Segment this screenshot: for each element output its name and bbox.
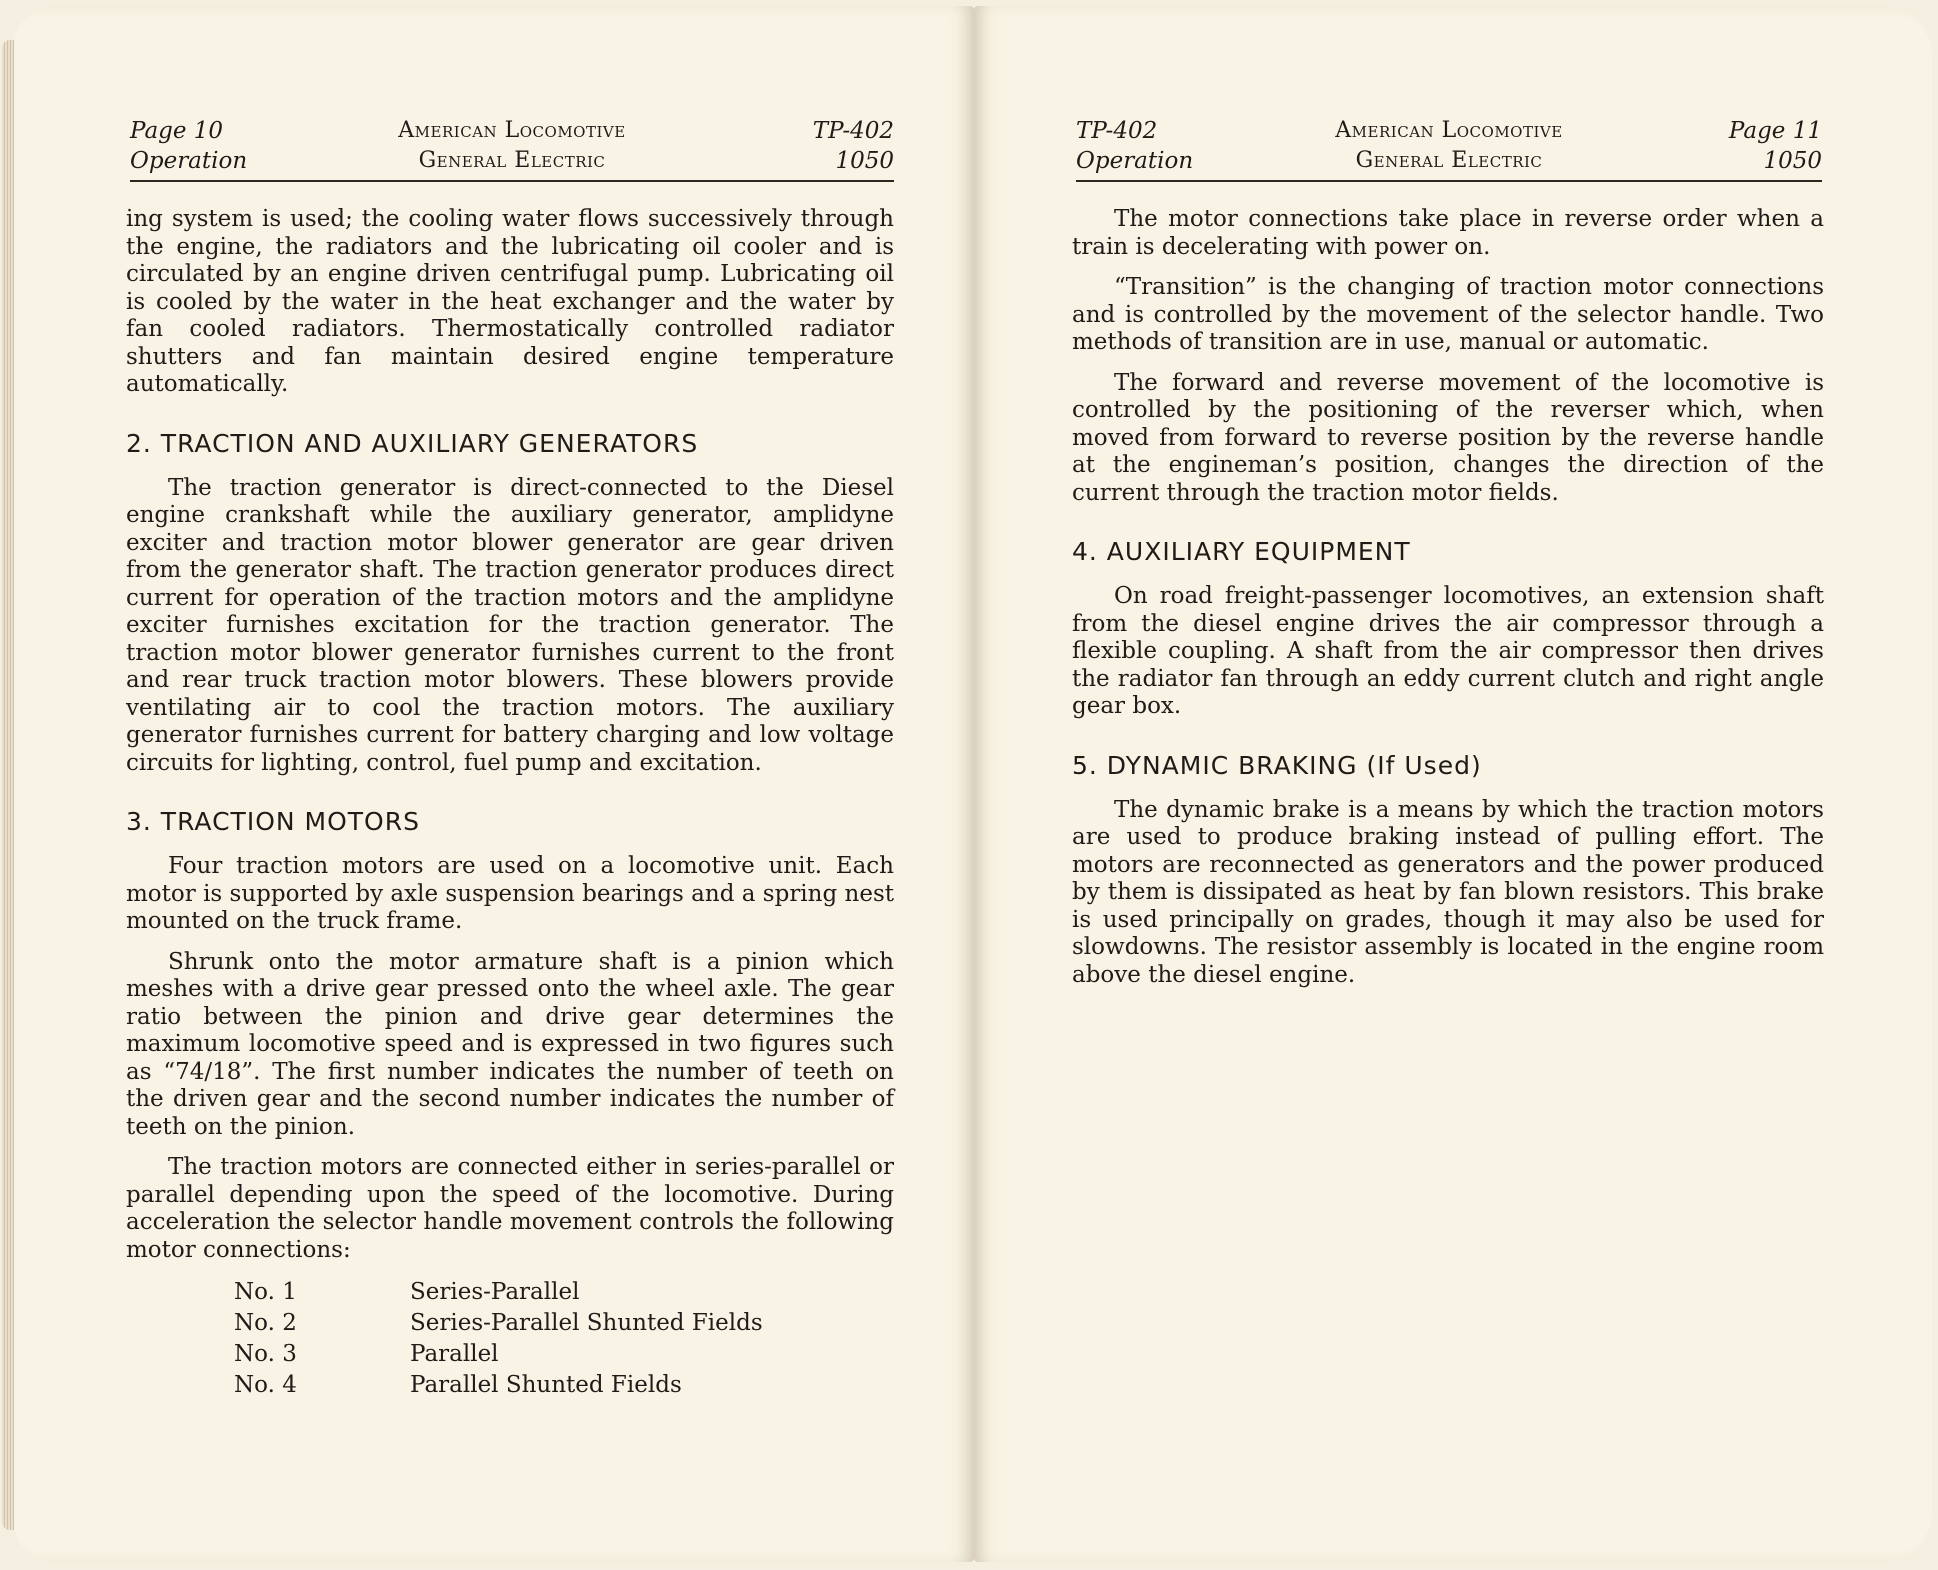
list-item	[234, 1308, 894, 1339]
left-doc-number: TP-402	[812, 118, 894, 144]
connection-description: Series-Parallel	[410, 1279, 580, 1305]
section-2-paragraph: The traction generator is direct-connected to the Diesel engine crankshaft while the auxiliary generator, amplidyne exciter and traction motor blower generator are gear driven from the generator shaft. The traction generator produces direct current for operation of the traction motors and the amplidyne exciter furnishes excitation for the traction generator. The traction motor blower generator furnishes current to the front and rear truck traction motor blowers. These blowers provide ventilating air to cool the traction motors. The auxiliary generator furnishes current for battery charging and low voltage circuits for lighting, control, fuel pump and excitation.	[126, 474, 894, 776]
section-5-paragraph: The dynamic brake is a means by which the traction motors are used to produce braking instead of pulling effort. The motors are reconnected as generators and the power produced by them is dissipated as heat by fan blown resistors. This brake is used principally on grades, though it may also be used for slowdowns. The resistor assembly is located in the engine room above the diesel engine.	[1072, 796, 1824, 988]
left-page	[14, 6, 974, 1562]
right-page	[974, 6, 1932, 1562]
left-running-head	[130, 114, 894, 182]
right-doc-number: TP-402	[1076, 118, 1158, 144]
right-doc-date: 1050	[1763, 148, 1822, 174]
page-edges	[2, 40, 14, 1530]
connection-number: No. 2	[234, 1310, 297, 1336]
right-section-label: Operation	[1076, 148, 1194, 174]
list-item	[234, 1339, 894, 1370]
intro-paragraph: “Transition” is the changing of traction motor connections and is controlled by the movement of the selector handle. Two methods of transition are in use, manual or automatic.	[1072, 274, 1824, 355]
section-4-heading: 4. AUXILIARY EQUIPMENT	[1072, 537, 1411, 566]
connection-description: Parallel	[410, 1341, 499, 1367]
list-item	[234, 1277, 894, 1308]
connection-number: No. 4	[234, 1372, 297, 1398]
section-5-heading: 5. DYNAMIC BRAKING (If Used)	[1072, 750, 1482, 780]
connection-description: Parallel Shunted Fields	[410, 1372, 682, 1398]
section-3-heading: 3. TRACTION MOTORS	[126, 807, 420, 836]
intro-paragraph: The motor connections take place in reverse order when a train is decelerating with power on.	[1072, 206, 1824, 260]
section-3-paragraph: The traction motors are connected either in series-parallel or parallel depending upon the speed of the locomotive. During acceleration the selector handle movement controls the following motor connections:	[126, 1154, 894, 1263]
left-publisher-line2: General Electric	[418, 148, 606, 173]
left-publisher-line1: American Locomotive	[398, 118, 626, 143]
left-section-label: Operation	[130, 148, 248, 174]
right-publisher-line1: American Locomotive	[1335, 118, 1563, 143]
section-2-heading: 2. TRACTION AND AUXILIARY GENERATORS	[126, 428, 699, 458]
right-page-body	[1072, 206, 1824, 1002]
connection-description: Series-Parallel Shunted Fields	[410, 1310, 763, 1336]
connection-number: No. 1	[234, 1279, 297, 1305]
continuation-paragraph: ing system is used; the cooling water flows successively through the engine, the radiators and the lubricating oil cooler and is circulated by an engine driven centrifugal pump. Lubricating oil is cooled by the water in the heat exchanger and the water by fan cooled radiators. Thermostatically controlled radiator shutters and fan maintain desired engine temperature automatically.	[126, 206, 894, 397]
left-page-body	[126, 206, 894, 1401]
connection-number: No. 3	[234, 1341, 297, 1367]
right-running-head	[1076, 114, 1822, 182]
right-publisher-line2: General Electric	[1355, 148, 1543, 173]
section-3-paragraph: Shrunk onto the motor armature shaft is a pinion which meshes with a drive gear pressed onto the wheel axle. The gear ratio between the pinion and drive gear determines the maximum locomotive speed and is expressed in two figures such as “74/18”. The first number indicates the number of teeth on the driven gear and the second number indicates the number of teeth on the pinion.	[126, 948, 894, 1140]
left-page-number: Page 10	[130, 118, 224, 144]
left-doc-date: 1050	[835, 148, 894, 174]
section-4-paragraph: On road freight-passenger locomotives, an extension shaft from the diesel engine drives the air compressor through a flexible coupling. A shaft from the air compressor then drives the radiator fan through an eddy current clutch and right angle gear box.	[1072, 583, 1824, 719]
section-3-paragraph: Four traction motors are used on a locomotive unit. Each motor is supported by axle suspension bearings and a spring nest mounted on the truck frame.	[126, 853, 894, 934]
intro-paragraph: The forward and reverse movement of the locomotive is controlled by the positioning of the reverser which, when moved from forward to reverse position by the reverse handle at the engineman’s position, changes the direction of the current through the traction motor fields.	[1072, 369, 1824, 506]
motor-connections-list	[234, 1277, 894, 1401]
list-item	[234, 1370, 894, 1401]
right-page-number: Page 11	[1728, 118, 1822, 144]
